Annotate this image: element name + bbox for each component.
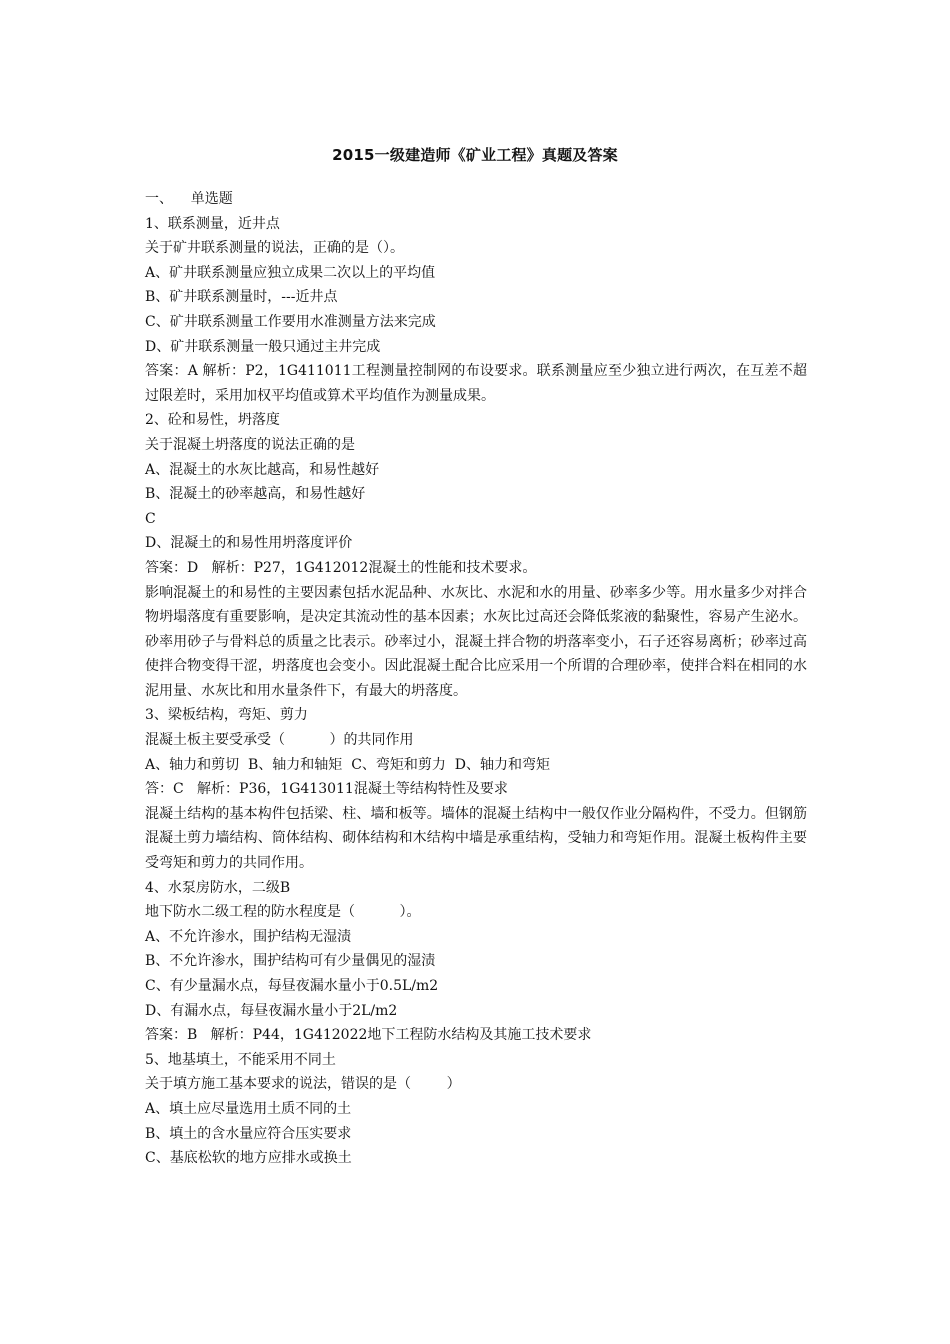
body-line: A、矿井联系测量应独立成果二次以上的平均值	[145, 264, 436, 281]
body-line: A、填土应尽量选用土质不同的土	[145, 1100, 352, 1117]
document-title: 2015一级建造师《矿业工程》真题及答案	[332, 146, 618, 164]
body-line: 5、地基填土，不能采用不同土	[145, 1051, 336, 1068]
body-line: B、填土的含水量应符合压实要求	[145, 1125, 352, 1142]
body-line: 混凝土板主要受承受（ ）的共同作用	[145, 732, 414, 749]
body-line: 答案：D 解析：P27，1G412012混凝土的性能和技术要求。	[145, 559, 537, 576]
body-paragraph: 答案：A 解析：P2，1G411011工程测量控制网的布设要求。联系测量应至少独立进行两次，在互差不超过限差时，采用加权平均值或算术平均值作为测量成果。	[145, 363, 807, 404]
body-paragraph: 混凝土结构的基本构件包括梁、柱、墙和板等。墙体的混凝土结构中一般仅作业分隔构件，不受力。但钢筋混凝土剪力墙结构、筒体结构、砌体结构和木结构中墙是承重结构，受轴力和弯矩作用。混凝土板构件主要受弯矩和剪力的共同作用。	[145, 805, 807, 872]
body-line: C、基底松软的地方应排水或换土	[145, 1150, 352, 1167]
body-line: 答：C 解析：P36，1G413011混凝土等结构特性及要求	[145, 781, 508, 798]
document-body	[145, 187, 807, 1171]
body-line: B、矿井联系测量时，---近井点	[145, 289, 338, 306]
body-line: D、混凝土的和易性用坍落度评价	[145, 535, 353, 552]
body-line: C、有少量漏水点，每昼夜漏水量小于0.5L/m2	[145, 978, 439, 994]
body-line: 答案：B 解析：P44，1G412022地下工程防水结构及其施工技术要求	[145, 1027, 592, 1044]
body-line: 关于矿井联系测量的说法，正确的是（）。	[145, 240, 404, 257]
body-line: 关于混凝土坍落度的说法正确的是	[145, 436, 355, 453]
body-paragraph: 影响混凝土的和易性的主要因素包括水泥品种、水灰比、水泥和水的用量、砂率多少等。用水量多少对拌合物坍塌落度有重要影响，是决定其流动性的基本因素；水灰比过高还会降低浆液的黏聚性，容易产生泌水。砂率用砂子与骨料总的质量之比表示。砂率过小，混凝土拌合物的坍落率变小，石子还容易离析；砂率过高使拌合物变得干涩，坍落度也会变小。因此混凝土配合比应采用一个所谓的合理砂率，使拌合料在相同的水泥用量、水灰比和用水量条件下，有最大的坍落度。	[145, 584, 807, 699]
body-line: 关于填方施工基本要求的说法，错误的是（ ）	[145, 1076, 461, 1093]
body-line: A、不允许渗水，围护结构无湿渍	[145, 928, 352, 945]
body-line: A、混凝土的水灰比越高，和易性越好	[145, 461, 380, 478]
body-line: 4、水泵房防水，二级B	[145, 879, 291, 896]
body-line: 1、联系测量，近井点	[145, 215, 280, 232]
body-line: C	[145, 510, 156, 527]
body-line: B、不允许渗水，围护结构可有少量偶见的湿渍	[145, 953, 436, 970]
body-line: 地下防水二级工程的防水程度是（ ）。	[145, 904, 421, 921]
body-line: A、轴力和剪切 B、轴力和轴矩 C、弯矩和剪力 D、轴力和弯矩	[145, 756, 551, 773]
body-line: 一、 单选题	[145, 191, 233, 207]
body-line: 3、梁板结构，弯矩、剪力	[145, 707, 308, 724]
body-line: D、矿井联系测量一般只通过主井完成	[145, 338, 381, 355]
body-line: C、矿井联系测量工作要用水准测量方法来完成	[145, 313, 436, 330]
body-line: D、有漏水点，每昼夜漏水量小于2L/m2	[145, 1002, 398, 1019]
body-line: 2、砼和易性，坍落度	[145, 412, 280, 429]
body-line: B、混凝土的砂率越高，和易性越好	[145, 486, 366, 503]
